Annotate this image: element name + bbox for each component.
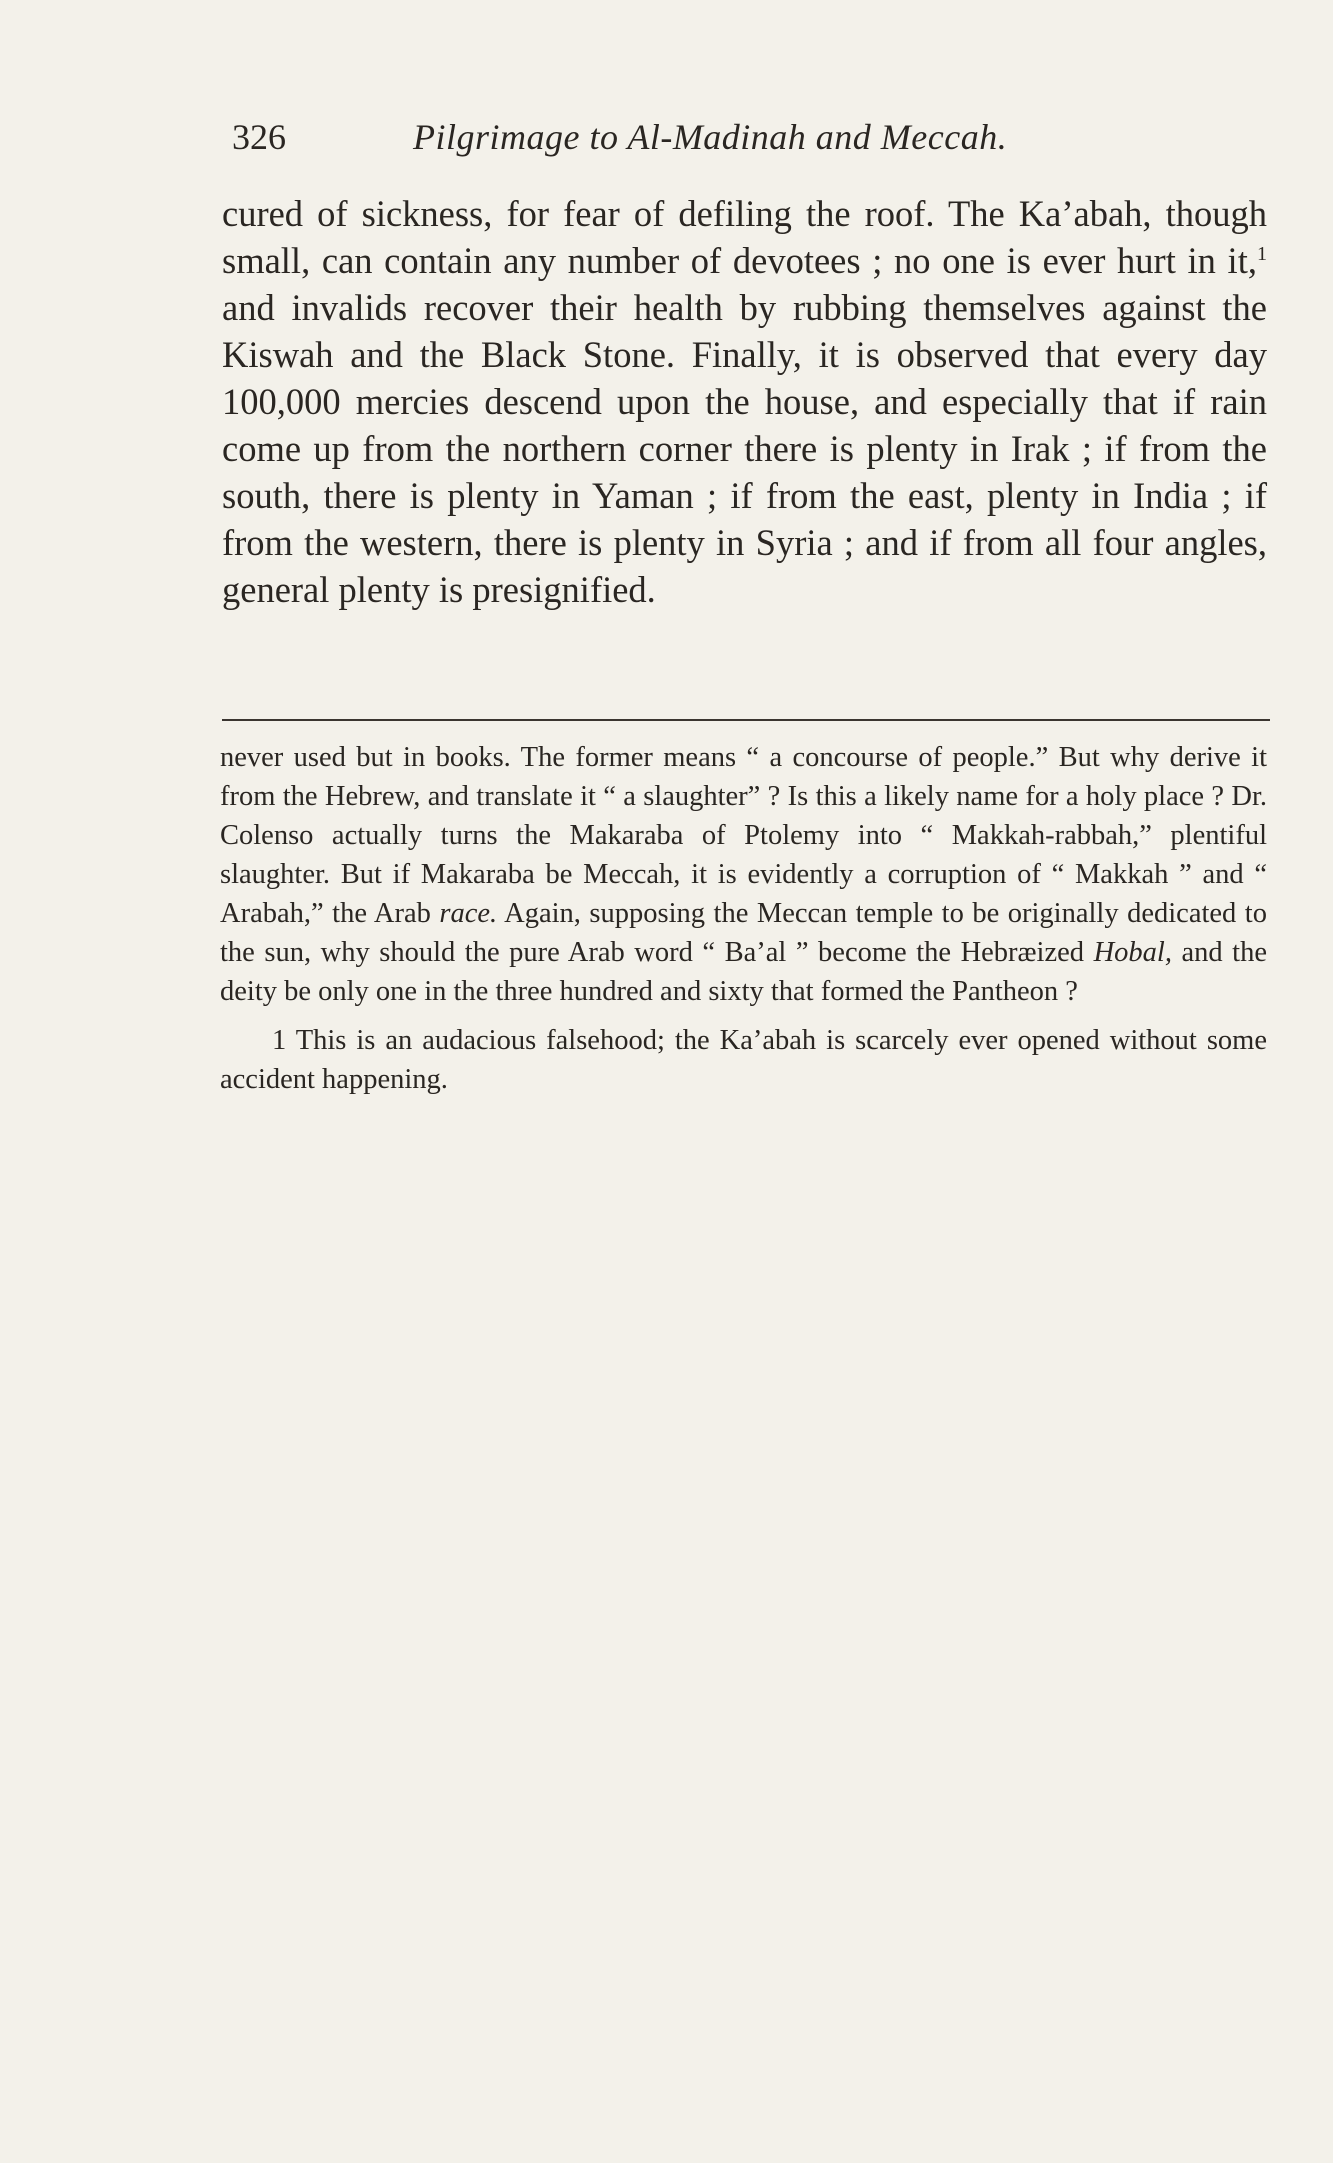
footnote-cont-text-1: never used but in books. The former means “ a concourse of people.” But why derive it from the Hebrew, and translate it “ a slaughter” ? Is this a likely name for a holy place ? Dr. Colenso actually turns the Makaraba of Ptolemy into “ Makkah-rabbah,” plentiful slaughter. But if Makaraba be Meccah, it is evidently a corruption of “ Makkah ” and “ Arabah,” the Arab: [220, 742, 1267, 929]
footnotes: [220, 738, 1267, 1099]
paragraph-text-start: cured of sickness, for fear of defiling the roof. The Ka’abah, though small, can contain any number of devotees ; no one is ever hurt in it,: [222, 193, 1267, 281]
paragraph-text-end: and invalids recover their health by rubbing themselves against the Kiswah and the Black Stone. Finally, it is observed that every day 100,000 mercies descend upon the house, and especially that if rain come up from the northern corner there is plenty in Irak ; if from the south, there is plenty in Yaman ; if from the east, plenty in India ; if from the western, there is plenty in Syria ; and if from all four angles, general plenty is presignified.: [222, 287, 1267, 610]
main-paragraph: [222, 190, 1267, 613]
footnote-divider: [222, 719, 1270, 721]
footnote-cont-text-3: and the deity be only one in the three hundred and sixty that formed the Pantheon ?: [220, 937, 1267, 1007]
footnote-cont-text-2: Again, supposing the Meccan temple to be originally dedicated to the sun, why should the pure Arab word “ Ba’al ” become the Hebræized: [220, 898, 1267, 968]
footnote-italic-race: race.: [439, 898, 498, 929]
running-title: Pilgrimage to Al-Madinah and Meccah.: [413, 117, 1008, 157]
footnote-marker: 1: [272, 1025, 287, 1056]
footnote-continuation: [220, 738, 1267, 1011]
running-head: [232, 112, 1272, 162]
footnote-1: [220, 1021, 1267, 1099]
page-number: 326: [232, 117, 286, 157]
footnote-1-text: This is an audacious falsehood; the Ka’abah is scarcely ever opened without some accident happening.: [220, 1025, 1267, 1095]
footnote-reference: 1: [1256, 242, 1267, 265]
footnote-italic-hobal: Hobal,: [1093, 937, 1172, 968]
